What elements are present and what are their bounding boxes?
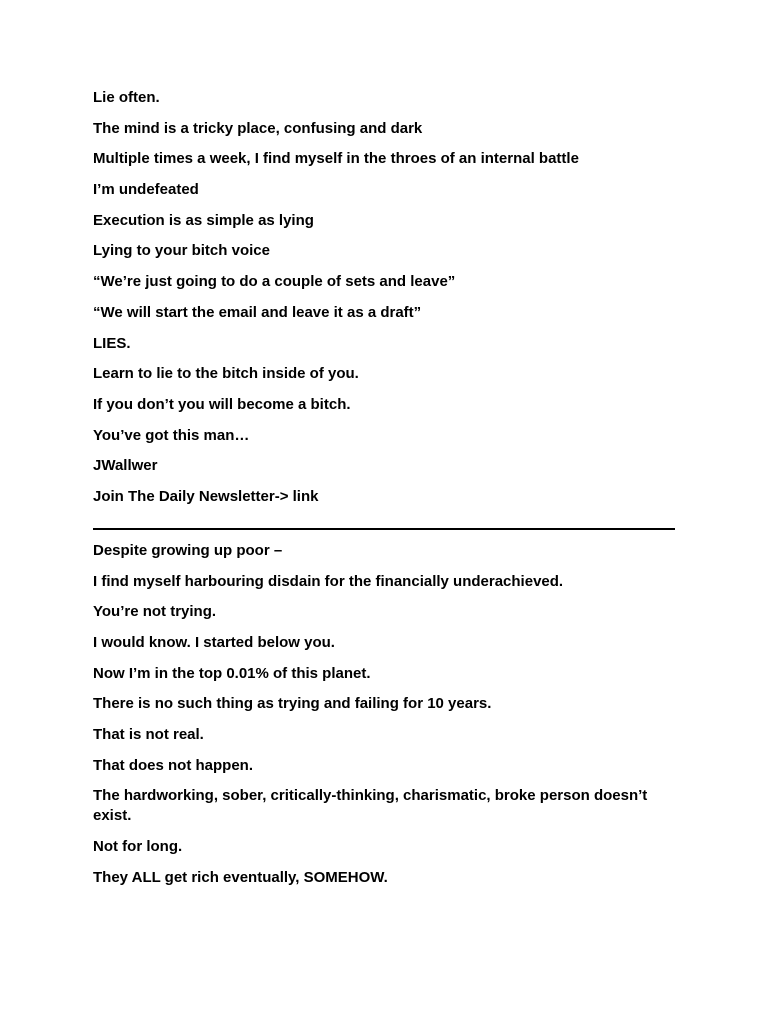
post-section-lie-often [93,88,683,507]
paragraph: You’ve got this man… [93,426,250,444]
newsletter-link[interactable]: Join The Daily Newsletter-> link [93,487,319,505]
author-signature: JWallwer [93,457,158,475]
paragraph: The mind is a tricky place, confusing and dark [93,119,423,137]
paragraph: Execution is as simple as lying [93,211,314,229]
paragraph: I’m undefeated [93,181,199,199]
paragraph: LIES. [93,334,131,352]
paragraph: “We will start the email and leave it as a draft” [93,303,422,321]
paragraph: I find myself harbouring disdain for the financially underachieved. [93,572,564,590]
paragraph: Not for long. [93,838,183,856]
paragraph: Despite growing up poor – [93,541,283,559]
post-section-despite-growing-up-poor [93,541,683,888]
paragraph: You’re not trying. [93,603,217,621]
paragraph: Multiple times a week, I find myself in the throes of an internal battle [93,150,579,168]
paragraph: Learn to lie to the bitch inside of you. [93,365,359,383]
paragraph: If you don’t you will become a bitch. [93,395,351,413]
paragraph: Lying to your bitch voice [93,242,270,260]
paragraph: “We’re just going to do a couple of sets and leave” [93,273,456,291]
document-page [93,88,683,899]
paragraph: That does not happen. [93,756,253,774]
paragraph: I would know. I started below you. [93,634,335,651]
paragraph: That is not real. [93,726,204,744]
paragraph: Now I’m in the top 0.01% of this planet. [93,664,371,682]
paragraph: They ALL get rich eventually, SOMEHOW. [93,868,388,886]
paragraph: Lie often. [93,89,160,106]
paragraph: The hardworking, sober, critically-thinking, charismatic, broke person doesn’t exist. [93,787,648,825]
horizontal-rule [93,528,675,530]
paragraph: There is no such thing as trying and failing for 10 years. [93,695,492,713]
